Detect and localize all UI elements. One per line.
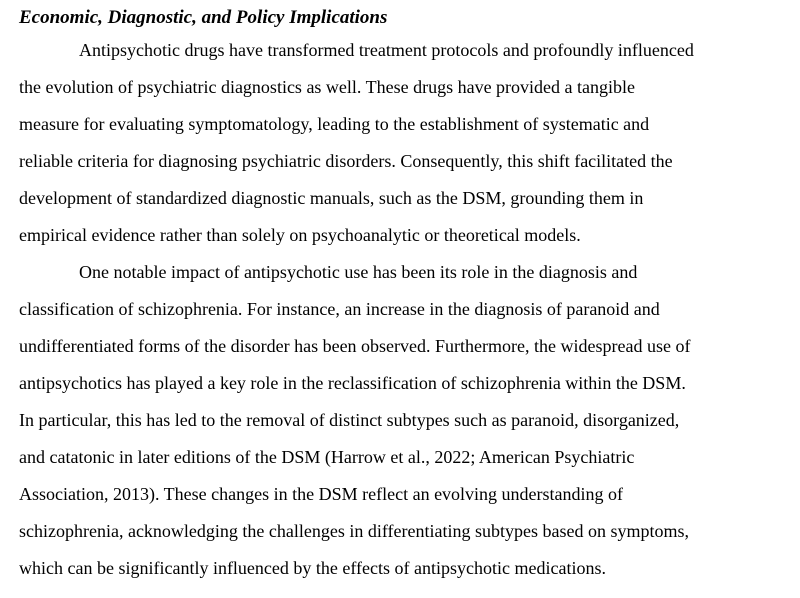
paragraph-line: which can be significantly influenced by the effects of antipsychotic medications. bbox=[19, 558, 606, 578]
paragraph-line: Antipsychotic drugs have transformed treatment protocols and profoundly influenced bbox=[79, 40, 694, 60]
paragraph-line: the evolution of psychiatric diagnostics as well. These drugs have provided a tangible bbox=[19, 77, 636, 97]
paragraph-line: One notable impact of antipsychotic use has been its role in the diagnosis and bbox=[79, 262, 638, 282]
paragraph-line: measure for evaluating symptomatology, leading to the establishment of systematic and bbox=[19, 114, 650, 134]
paragraph-line: In particular, this has led to the removal of distinct subtypes such as paranoid, disorganized, bbox=[19, 410, 680, 430]
paragraph-line: Association, 2013). These changes in the DSM reflect an evolving understanding of bbox=[19, 484, 624, 504]
paragraph-line: classification of schizophrenia. For instance, an increase in the diagnosis of paranoid and bbox=[19, 299, 660, 319]
paragraph-line: empirical evidence rather than solely on psychoanalytic or theoretical models. bbox=[19, 225, 581, 245]
paragraph-line: antipsychotics has played a key role in the reclassification of schizophrenia within the DSM. bbox=[19, 373, 686, 393]
paragraph-line: and catatonic in later editions of the DSM (Harrow et al., 2022; American Psychiatric bbox=[19, 447, 635, 467]
paragraph-line: undifferentiated forms of the disorder has been observed. Furthermore, the widespread use of bbox=[19, 336, 691, 356]
paragraph-2 bbox=[19, 254, 789, 587]
paragraph-line: reliable criteria for diagnosing psychiatric disorders. Consequently, this shift facilitated the bbox=[19, 151, 673, 171]
paragraph-line: development of standardized diagnostic manuals, such as the DSM, grounding them in bbox=[19, 188, 644, 208]
document-page bbox=[19, 4, 789, 587]
paragraph-1 bbox=[19, 32, 789, 254]
paragraph-line: schizophrenia, acknowledging the challenges in differentiating subtypes based on symptoms, bbox=[19, 521, 690, 541]
section-heading: Economic, Diagnostic, and Policy Implications bbox=[19, 7, 388, 28]
